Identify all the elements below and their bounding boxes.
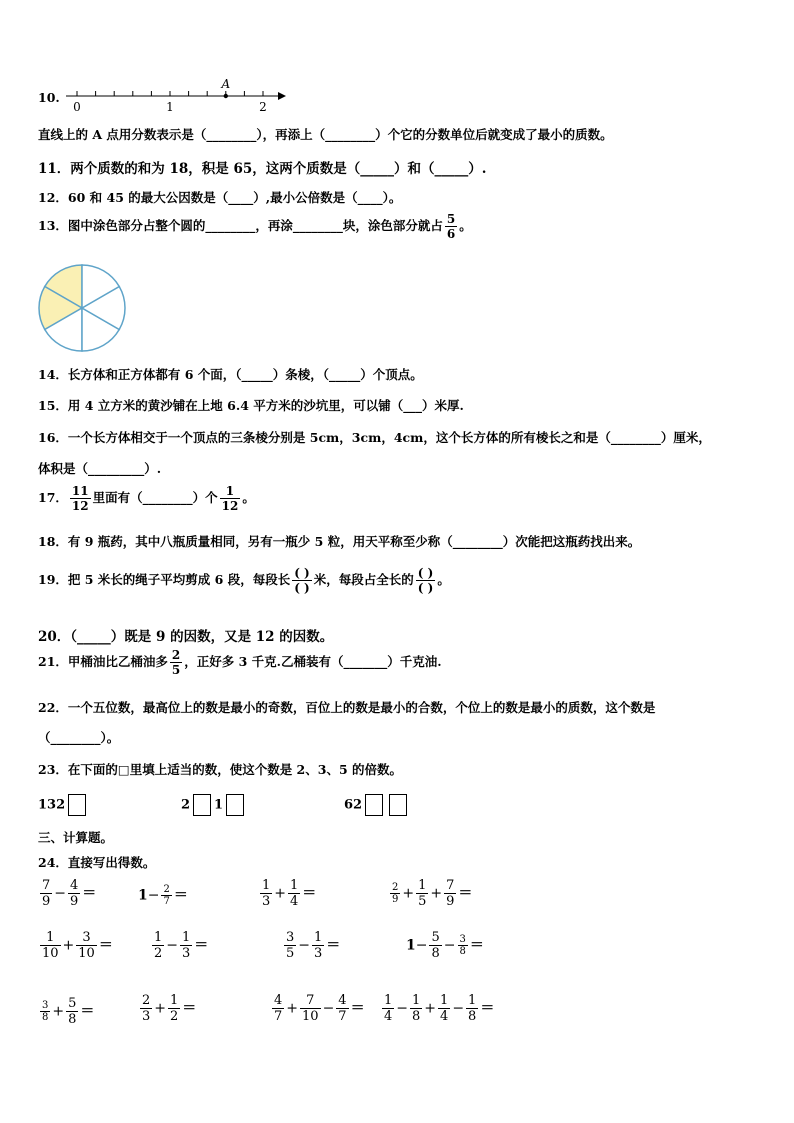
calc-9: $\frac{3}{8}$ + $\frac{5}{8}$ ＝ <box>42 996 95 1027</box>
calc-6: $\frac{1}{2}$ − $\frac{1}{3}$ ＝ <box>154 930 209 961</box>
number-line-ticks <box>77 91 263 96</box>
point-a-marker <box>224 94 228 98</box>
calc-1: $\frac{7}{9}$ − $\frac{4}{9}$ ＝ <box>42 878 97 909</box>
answer-box[interactable] <box>226 794 244 816</box>
calc-12: $\frac{1}{4}$ − $\frac{1}{8}$ + $\frac{1}{4}$ − $\frac{1}{8}$ ＝ <box>384 993 495 1024</box>
q24-title: 24．直接写出得数。 <box>38 855 156 870</box>
q23-item-3: 62 <box>344 794 410 816</box>
q23-item-1: 132 <box>38 794 89 816</box>
q23-item-2: 2 1 <box>181 794 247 816</box>
axis-label-1: 1 <box>166 100 174 114</box>
q23-text: 23．在下面的□里填上适当的数，使这个数是 2、3、5 的倍数。 <box>38 762 403 777</box>
axis-label-2: 2 <box>259 100 267 114</box>
q12-text: 12．60 和 45 的最大公因数是（____）,最小公倍数是（____）。 <box>38 190 402 205</box>
q13-text: 13．图中涂色部分占整个圆的________，再涂________块，涂色部分就占 <box>38 218 443 233</box>
calc-3: $\frac{1}{3}$ + $\frac{1}{4}$ ＝ <box>262 878 317 909</box>
q16-line2: 体积是（_________）. <box>38 461 162 476</box>
calc-10: $\frac{2}{3}$ + $\frac{1}{2}$ ＝ <box>142 993 197 1024</box>
calc-4: $\frac{2}{9}$ + $\frac{1}{5}$ + $\frac{7}{9}$ ＝ <box>392 878 473 909</box>
q10-text: 直线上的 A 点用分数表示是（________），再添上（________）个它的分数单位后就变成了最小的质数。 <box>38 127 613 142</box>
q13-circle-diagram <box>36 262 128 354</box>
answer-box[interactable] <box>68 794 86 816</box>
q20-text: 20．（_____）既是 9 的因数，又是 12 的因数。 <box>38 629 334 645</box>
q22-line1: 22．一个五位数，最高位上的数是最小的奇数，百位上的数是最小的合数，个位上的数是最小的质数，这个数是 <box>38 700 656 715</box>
calc-8: 1− $\frac{5}{8}$ − $\frac{3}{8}$ ＝ <box>406 930 484 961</box>
calc-5: $\frac{1}{10}$ + $\frac{3}{10}$ ＝ <box>42 930 113 961</box>
q21: 21．甲桶油比乙桶油多 $\frac{2}{5}$ ，正好多 3 千克.乙桶装有（_______）千克油. <box>38 648 442 677</box>
q15-text: 15．用 4 立方米的黄沙铺在上地 6.4 平方米的沙坑里，可以铺（___）米厚. <box>38 398 464 413</box>
answer-box[interactable] <box>193 794 211 816</box>
arrow-right-icon <box>278 92 286 100</box>
calc-11: $\frac{4}{7}$ + $\frac{7}{10}$ − $\frac{4}{7}$ ＝ <box>274 993 365 1024</box>
q13: 13．图中涂色部分占整个圆的________，再涂________块，涂色部分就占 $\frac{5}{6}$ 。 <box>38 212 472 241</box>
q19: 19．把 5 米长的绳子平均剪成 6 段，每段长 $\frac{( )}{( )}$ 米，每段占全长的 $\frac{( )}{( )}$ 。 <box>38 566 450 595</box>
calc-2: 1− $\frac{2}{7}$ ＝ <box>138 884 188 907</box>
calc-7: $\frac{3}{5}$ − $\frac{1}{3}$ ＝ <box>286 930 341 961</box>
q22-line2: （________）。 <box>38 730 120 745</box>
point-a-label: A <box>221 77 231 91</box>
section-3-title: 三、计算题。 <box>38 830 114 845</box>
q10-number-line <box>60 74 290 116</box>
answer-box[interactable] <box>365 794 383 816</box>
axis-label-0: 0 <box>73 100 81 114</box>
q17: 17． $\frac{11}{12}$ 里面有（________）个 $\frac{1}{12}$ 。 <box>38 484 255 513</box>
answer-box[interactable] <box>389 794 407 816</box>
q10-number: 10. <box>38 90 60 105</box>
q13-fraction: $\frac{5}{6}$ <box>446 212 456 241</box>
q16-line1: 16．一个长方体相交于一个顶点的三条棱分别是 5cm，3cm，4cm，这个长方体的所有棱长之和是（________）厘米， <box>38 430 711 445</box>
q11-text: 11．两个质数的和为 18，积是 65，这两个质数是（_____）和（_____）. <box>38 161 487 177</box>
q14-text: 14．长方体和正方体都有 6 个面，（_____）条棱，（_____）个顶点。 <box>38 367 423 382</box>
q18-text: 18．有 9 瓶药，其中八瓶质量相同，另有一瓶少 5 粒，用天平称至少称（________）次能把这瓶药找出来。 <box>38 534 641 549</box>
